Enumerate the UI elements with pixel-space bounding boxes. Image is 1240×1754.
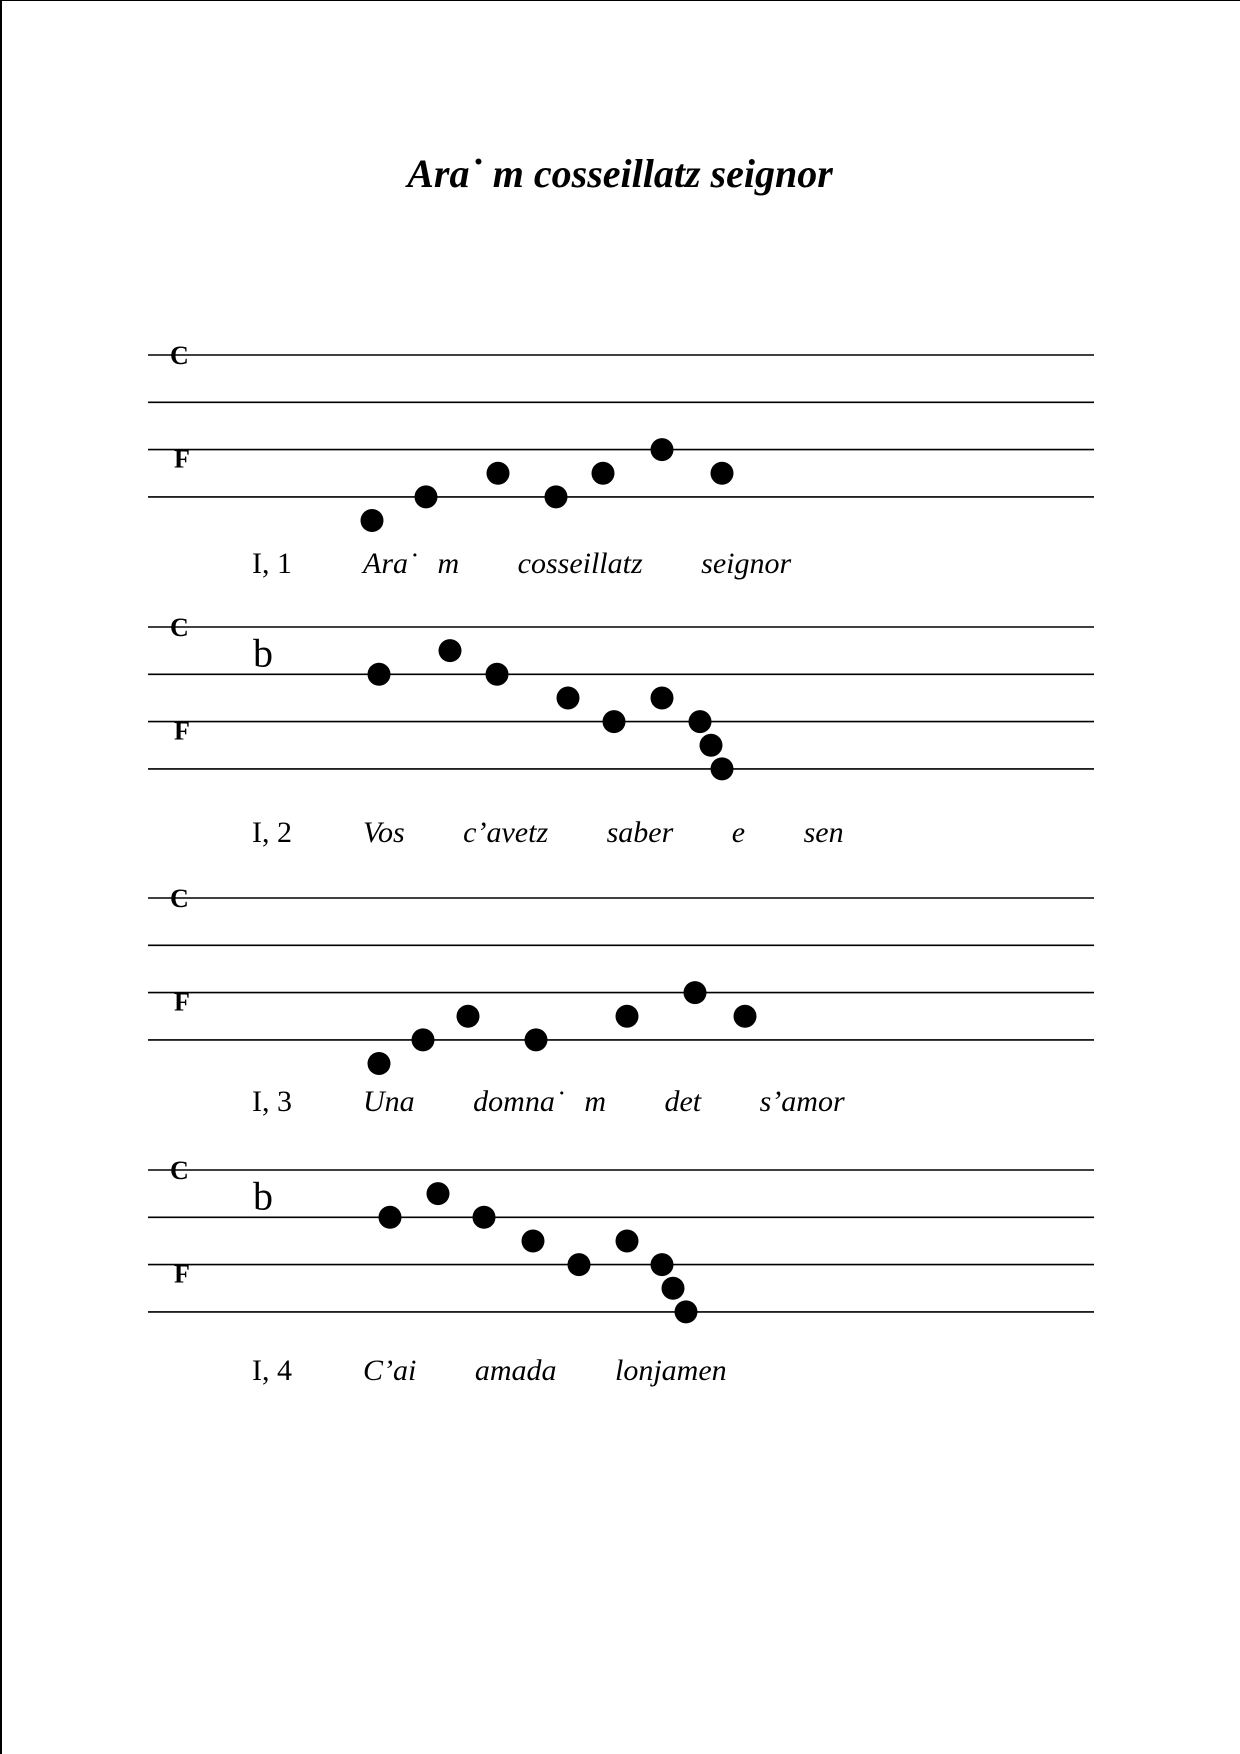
c-clef: C [170,613,189,642]
neume-note [361,509,384,532]
verse-number-4: I, 4 [252,1354,292,1387]
flat-sign: b [253,1173,273,1219]
neume-note [616,1005,639,1028]
neume-note [568,1253,591,1276]
verse-number-3: I, 3 [252,1085,292,1118]
neume-note [486,663,509,686]
neume-note [412,1028,435,1051]
neume-note [689,710,712,733]
neume-note [616,1229,639,1252]
neume-note [603,710,626,733]
neume-note [522,1229,545,1252]
neume-note [525,1028,548,1051]
neume-note [651,686,674,709]
verse-lyrics-4: C’ai amada lonjamen [363,1354,727,1387]
flat-sign: b [253,630,273,676]
verse-lyrics-3: Una domna˙ m det s’amor [363,1085,845,1118]
neume-note [684,981,707,1004]
neume-note [711,757,734,780]
neume-note [662,1277,685,1300]
neume-note [487,462,510,485]
neume-note [473,1206,496,1229]
neume-note [651,438,674,461]
neume-note [368,1052,391,1075]
neume-note [675,1300,698,1323]
verse-lyrics-1: Ara˙ m cosseillatz seignor [363,547,792,580]
neume-note [457,1005,480,1028]
verse-number-1: I, 1 [252,547,292,580]
neume-note [368,663,391,686]
f-clef: F [174,987,190,1017]
neume-note [711,462,734,485]
c-clef: C [170,341,189,370]
c-clef: C [170,884,189,913]
neume-note [545,485,568,508]
f-clef: F [174,444,190,474]
neume-note [439,639,462,662]
neume-note [427,1182,450,1205]
neume-note [734,1005,757,1028]
verse-number-2: I, 2 [252,816,292,849]
neume-note [557,686,580,709]
c-clef: C [170,1156,189,1185]
neume-note [379,1206,402,1229]
f-clef: F [174,716,190,746]
neume-note [651,1253,674,1276]
neume-note [592,462,615,485]
neume-note [415,485,438,508]
f-clef: F [174,1259,190,1289]
page-title: Ara˙ m cosseillatz seignor [407,151,833,196]
verse-lyrics-2: Vos c’avetz saber e sen [363,816,844,849]
neume-note [700,734,723,757]
